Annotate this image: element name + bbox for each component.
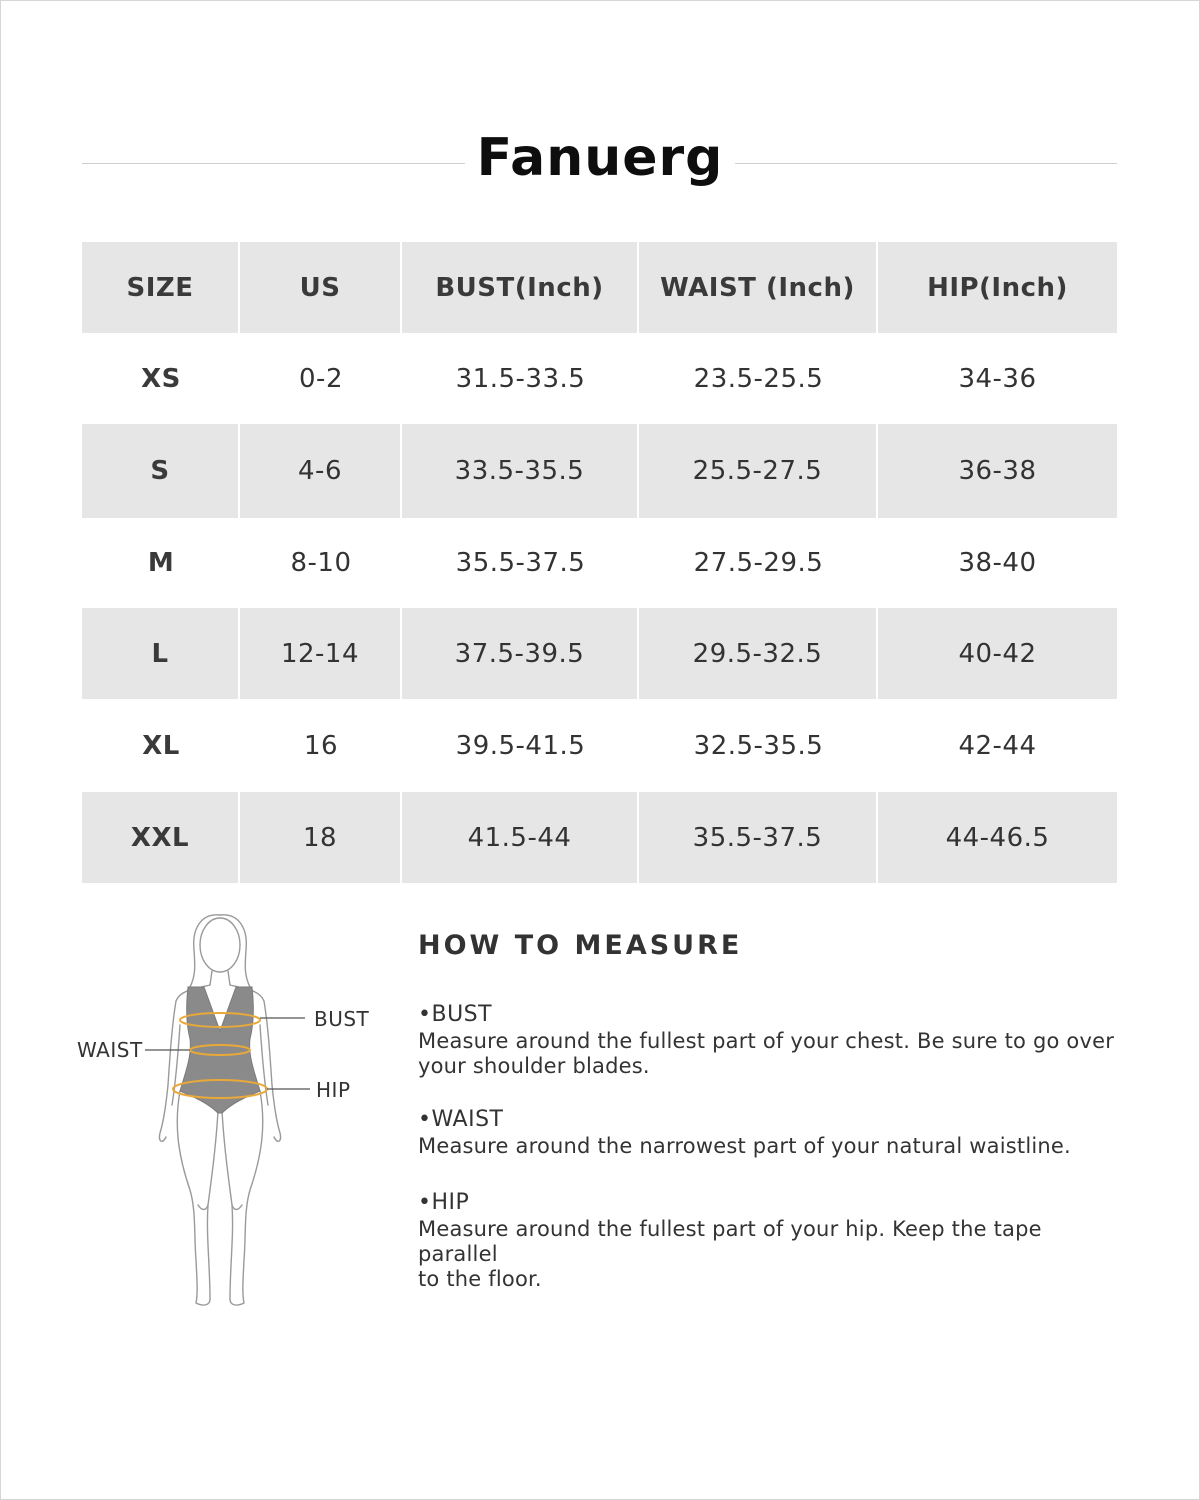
measure-item-waist: [418, 1107, 1118, 1159]
cell-hip: 44-46.5: [878, 792, 1117, 883]
cell-waist: 23.5-25.5: [693, 363, 824, 394]
cell-bust: 35.5-37.5: [455, 548, 586, 578]
cell-us: 4-6: [240, 424, 402, 518]
cell-waist: 32.5-35.5: [693, 730, 824, 761]
cell-bust: 33.5-35.5: [402, 424, 639, 518]
cell-waist: 29.5-32.5: [639, 608, 878, 699]
cell-us: 0-2: [299, 363, 343, 394]
table-row: [82, 699, 1117, 792]
table-header-row: [82, 242, 1117, 333]
cell-us: 18: [240, 792, 402, 883]
cell-bust: 37.5-39.5: [402, 608, 639, 699]
hip-label: HIP: [316, 1078, 351, 1102]
waist-label: WAIST: [77, 1038, 143, 1062]
cell-size: XL: [142, 730, 180, 761]
bust-label: BUST: [314, 1007, 370, 1031]
brand-title: Fanuerg: [476, 128, 724, 188]
cell-us: 12-14: [240, 608, 402, 699]
measure-item-text: to the floor.: [418, 1267, 542, 1291]
swimsuit-shape: [180, 987, 260, 1113]
measure-item-text: Measure around the narrowest part of your natural waistline.: [418, 1134, 1071, 1158]
measure-item-heading: •BUST: [418, 1002, 493, 1027]
cell-us: 8-10: [290, 548, 352, 578]
how-to-measure-title: HOW TO MEASURE: [418, 930, 743, 961]
cell-hip: 38-40: [958, 548, 1037, 578]
table-row: [82, 333, 1117, 424]
cell-size: XXL: [82, 792, 240, 883]
table-row: [82, 608, 1117, 699]
cell-waist: 25.5-27.5: [639, 424, 878, 518]
table-row: [82, 424, 1117, 518]
measure-item-heading: •HIP: [418, 1190, 470, 1215]
cell-us: 16: [303, 730, 339, 761]
title-divider-right: [735, 163, 1117, 164]
cell-size: S: [82, 424, 240, 518]
measure-item-bust: [418, 1002, 1118, 1079]
cell-hip: 34-36: [958, 363, 1037, 394]
measure-item-text: your shoulder blades.: [418, 1054, 650, 1078]
title-divider-left: [82, 163, 465, 164]
cell-size: XS: [141, 363, 181, 394]
cell-hip: 40-42: [878, 608, 1117, 699]
cell-waist: 35.5-37.5: [639, 792, 878, 883]
header-size: SIZE: [82, 242, 240, 333]
cell-hip: 36-38: [878, 424, 1117, 518]
body-measurement-figure: [60, 905, 390, 1315]
cell-size: M: [147, 548, 175, 578]
header-waist: WAIST (Inch): [639, 242, 878, 333]
body-silhouette-icon: [60, 905, 390, 1315]
header-us: US: [240, 242, 402, 333]
cell-size: L: [82, 608, 240, 699]
cell-bust: 39.5-41.5: [455, 730, 586, 761]
measure-item-text: Measure around the fullest part of your hip. Keep the tape parallel: [418, 1217, 1042, 1266]
table-row: [82, 518, 1117, 608]
measure-item-text: Measure around the fullest part of your chest. Be sure to go over: [418, 1029, 1115, 1053]
cell-bust: 31.5-33.5: [455, 363, 586, 394]
cell-bust: 41.5-44: [402, 792, 639, 883]
size-chart-table: [82, 242, 1117, 883]
table-row: [82, 792, 1117, 883]
cell-waist: 27.5-29.5: [693, 548, 824, 578]
cell-hip: 42-44: [958, 730, 1037, 761]
measure-item-hip: [418, 1190, 1118, 1292]
measure-item-heading: •WAIST: [418, 1107, 504, 1132]
header-hip: HIP(Inch): [878, 242, 1117, 333]
header-bust: BUST(Inch): [402, 242, 639, 333]
